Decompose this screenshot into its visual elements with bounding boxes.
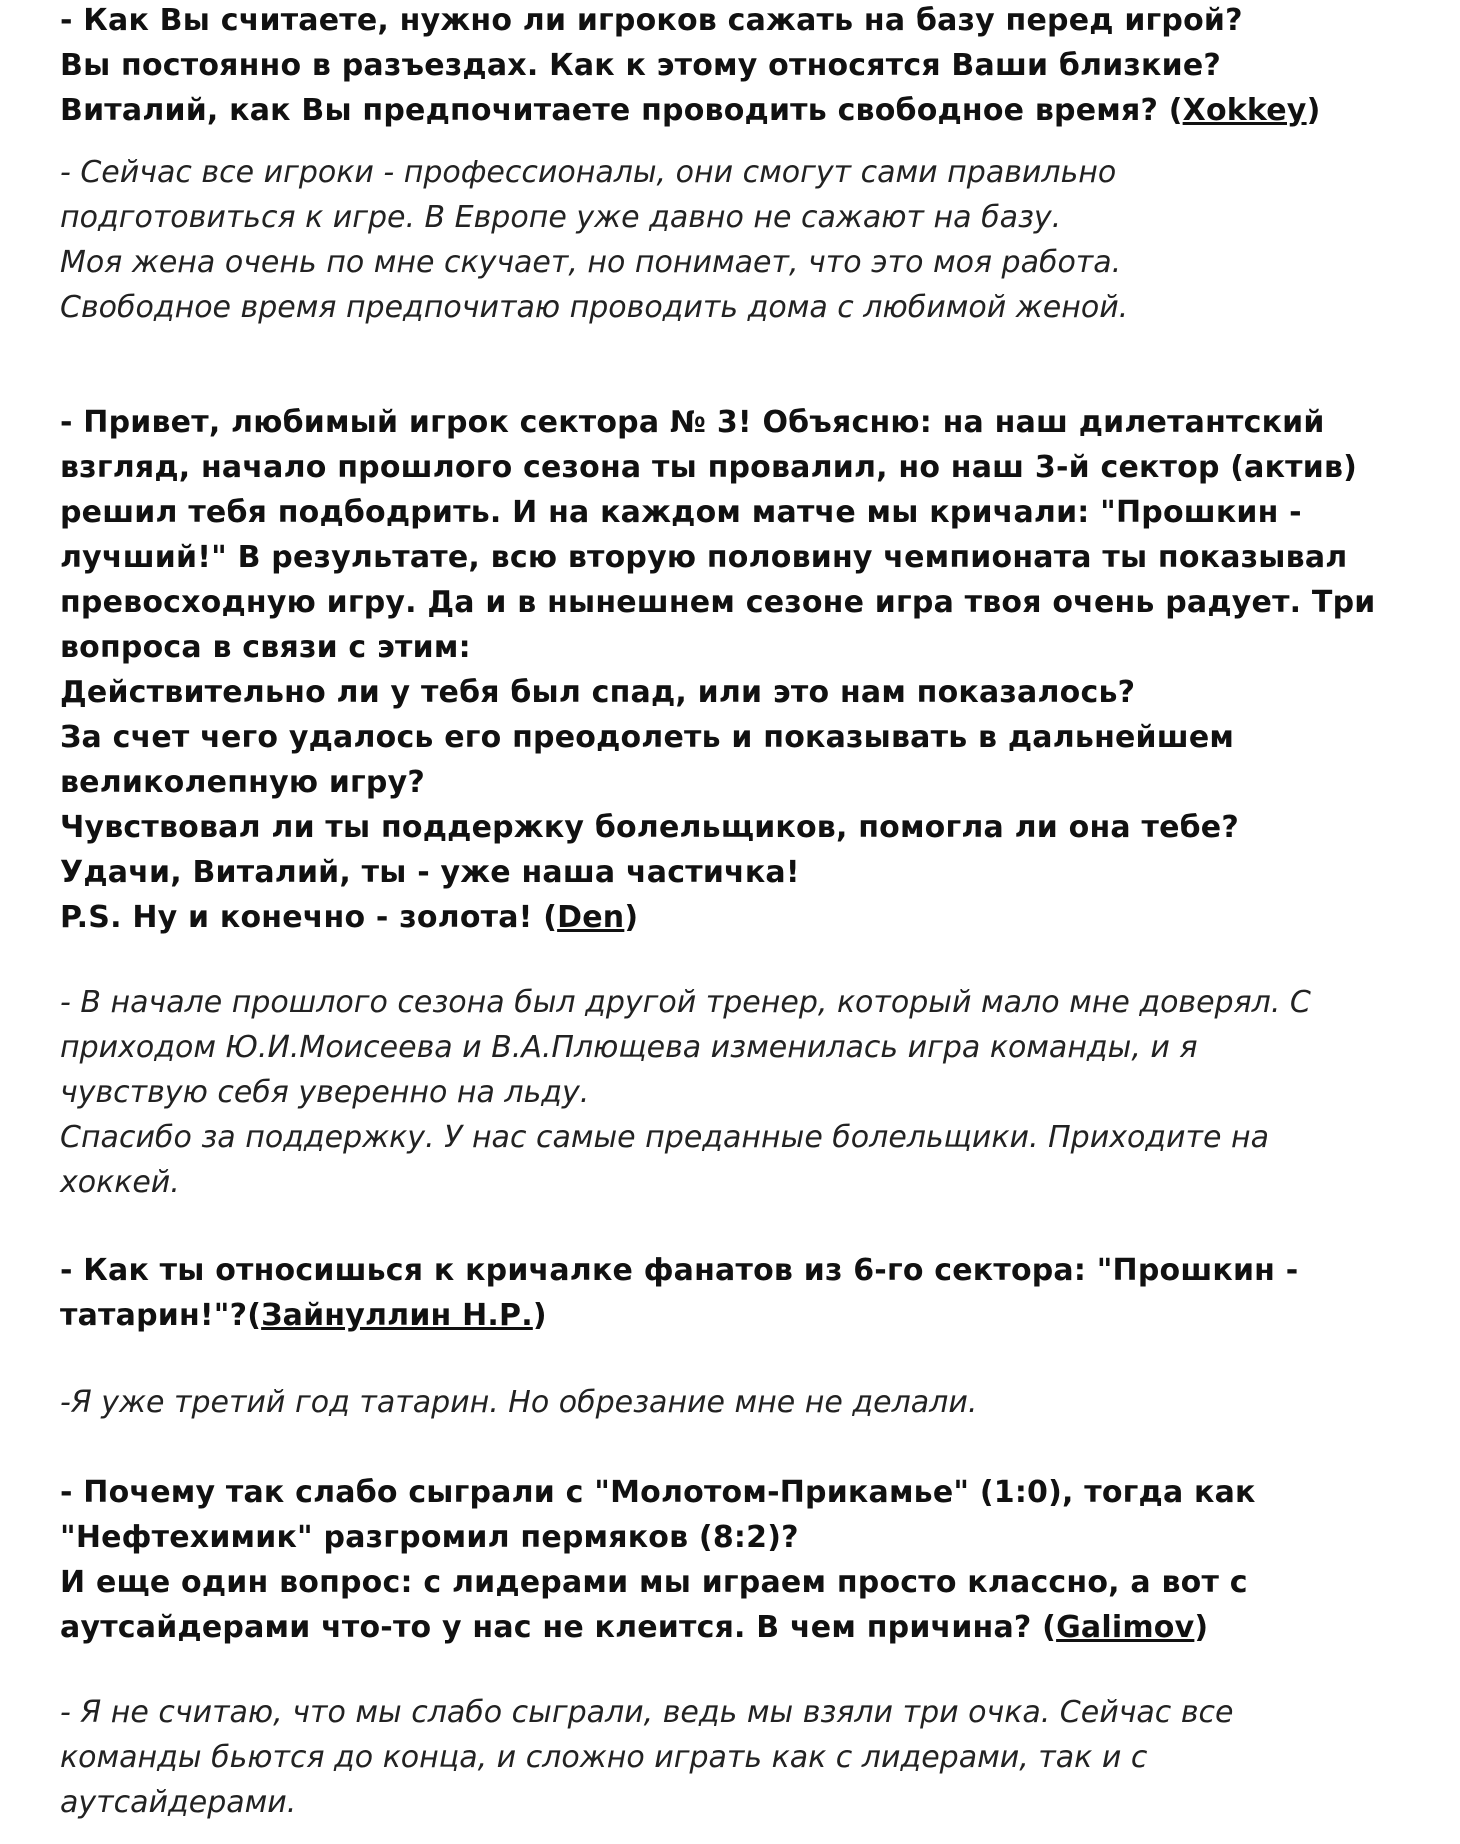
answer-line: подготовиться к игре. В Европе уже давно не сажают на базу. [60, 200, 1062, 235]
answer-line: Свободное время предпочитаю проводить дома с любимой женой. [60, 290, 1129, 325]
author-close-paren: ) [532, 1298, 547, 1333]
question-text: Виталий, как Вы предпочитаете проводить свободное время? ( [60, 93, 1183, 128]
question-text: татарин!"?( [60, 1298, 262, 1333]
answer-line: Моя жена очень по мне скучает, но понимает, что это моя работа. [60, 245, 1122, 280]
question-line: Действительно ли у тебя был спад, или это нам показалось? [60, 675, 1136, 710]
answer-3 [60, 1380, 1460, 1425]
question-4 [60, 1470, 1460, 1650]
author-link-galimov[interactable]: Galimov [1056, 1610, 1195, 1645]
author-link-zainullin[interactable]: Зайнуллин Н.Р. [261, 1298, 533, 1333]
question-line: "Нефтехимик" разгромил пермяков (8:2)? [60, 1520, 799, 1555]
answer-line: команды бьются до конца, и сложно играть как с лидерами, так и с [60, 1740, 1148, 1775]
answer-line: Спасибо за поддержку. У нас самые преданные болельщики. Приходите на [60, 1120, 1270, 1155]
author-link-den[interactable]: Den [557, 900, 625, 935]
question-line: вопроса в связи с этим: [60, 630, 471, 665]
question-line: Вы постоянно в разъездах. Как к этому относятся Ваши близкие? [60, 48, 1221, 83]
author-link-xokkey[interactable]: Xokkey [1182, 93, 1307, 128]
answer-1 [60, 150, 1460, 330]
question-line: превосходную игру. Да и в нынешнем сезоне игра твоя очень радует. Три [60, 585, 1376, 620]
question-text: аутсайдерами что-то у нас не клеится. В чем причина? ( [60, 1610, 1057, 1645]
question-line: великолепную игру? [60, 765, 425, 800]
question-line: И еще один вопрос: с лидерами мы играем просто классно, а вот с [60, 1565, 1248, 1600]
author-close-paren: ) [1306, 93, 1321, 128]
question-line: Удачи, Виталий, ты - уже наша частичка! [60, 855, 800, 890]
answer-line: - В начале прошлого сезона был другой тренер, который мало мне доверял. С [60, 985, 1311, 1020]
question-line: лучший!" В результате, всю вторую половину чемпионата ты показывал [60, 540, 1348, 575]
question-line: - Как ты относишься к кричалке фанатов из 6-го сектора: "Прошкин - [60, 1253, 1299, 1288]
question-text: P.S. Ну и конечно - золота! ( [60, 900, 558, 935]
question-line [60, 1293, 1460, 1338]
answer-line: хоккей. [60, 1165, 180, 1200]
author-close-paren: ) [1194, 1610, 1209, 1645]
question-3 [60, 1248, 1460, 1338]
question-line: - Как Вы считаете, нужно ли игроков сажать на базу перед игрой? [60, 3, 1243, 38]
answer-2 [60, 980, 1460, 1205]
question-2 [60, 400, 1460, 940]
question-1 [60, 0, 1460, 133]
question-line: решил тебя подбодрить. И на каждом матче мы кричали: "Прошкин - [60, 495, 1302, 530]
question-line: - Почему так слабо сыграли с "Молотом-Прикамье" (1:0), тогда как [60, 1475, 1256, 1510]
answer-line: аутсайдерами. [60, 1785, 297, 1820]
question-line: взгляд, начало прошлого сезона ты провалил, но наш 3-й сектор (актив) [60, 450, 1358, 485]
question-line: Чувствовал ли ты поддержку болельщиков, помогла ли она тебе? [60, 810, 1239, 845]
question-line: За счет чего удалось его преодолеть и показывать в дальнейшем [60, 720, 1235, 755]
author-close-paren: ) [624, 900, 639, 935]
question-line [60, 88, 1460, 133]
question-line [60, 1605, 1460, 1650]
answer-4 [60, 1690, 1460, 1825]
answer-line: чувствую себя уверенно на льду. [60, 1075, 590, 1110]
question-line [60, 895, 1460, 940]
answer-line: - Сейчас все игроки - профессионалы, они смогут сами правильно [60, 155, 1117, 190]
answer-line: - Я не считаю, что мы слабо сыграли, ведь мы взяли три очка. Сейчас все [60, 1695, 1234, 1730]
question-line: - Привет, любимый игрок сектора № 3! Объясню: на наш дилетантский [60, 405, 1325, 440]
answer-line: приходом Ю.И.Моисеева и В.А.Плющева изменилась игра команды, и я [60, 1030, 1198, 1065]
answer-line: -Я уже третий год татарин. Но обрезание мне не делали. [60, 1385, 978, 1420]
